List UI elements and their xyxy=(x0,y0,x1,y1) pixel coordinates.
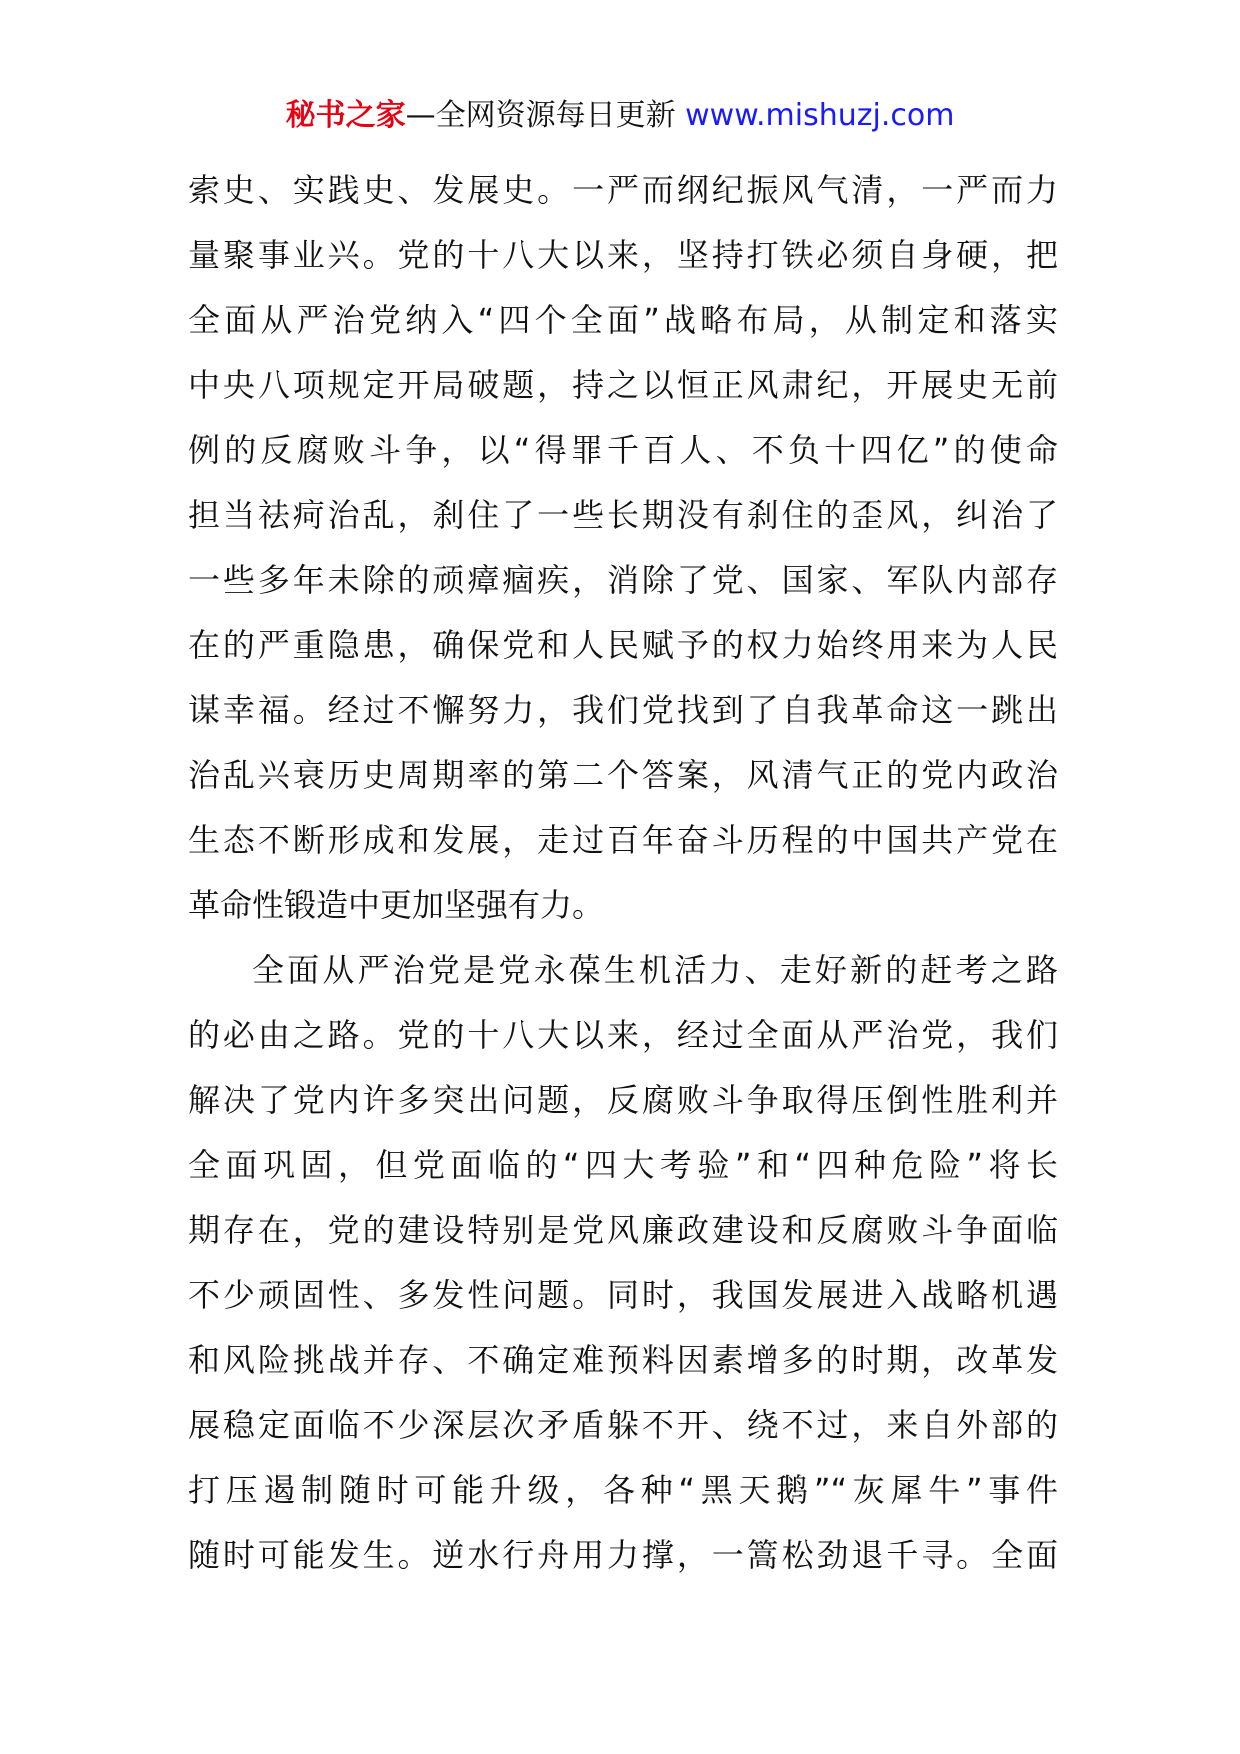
text-line: 期存在，党的建设特别是党风廉政建设和反腐败斗争面临 xyxy=(188,1211,1058,1249)
text-line: 打压遏制随时可能升级，各种“黑天鹅”“灰犀牛”事件 xyxy=(188,1471,1058,1509)
text-line: 全面巩固，但党面临的“四大考验”和“四种危险”将长 xyxy=(188,1146,1058,1184)
text-line: 展稳定面临不少深层次矛盾躲不开、绕不过，来自外部的 xyxy=(188,1406,1058,1444)
text-line: 全面从严治党纳入“四个全面”战略布局，从制定和落实 xyxy=(188,301,1058,339)
text-line: 一些多年未除的顽瘴痼疾，消除了党、国家、军队内部存 xyxy=(188,561,1058,599)
paragraph xyxy=(188,938,1058,1588)
document-body xyxy=(188,158,1058,1588)
site-tagline: —全网资源每日更新 xyxy=(405,98,686,133)
text-line: 和风险挑战并存、不确定难预料因素增多的时期，改革发 xyxy=(188,1341,1058,1379)
text-line: 中央八项规定开局破题，持之以恒正风肃纪，开展史无前 xyxy=(188,366,1058,404)
text-line: 在的严重隐患，确保党和人民赋予的权力始终用来为人民 xyxy=(188,626,1058,664)
text-line: 全面从严治党是党永葆生机活力、走好新的赶考之路 xyxy=(252,951,1058,989)
text-line: 治乱兴衰历史周期率的第二个答案，风清气正的党内政治 xyxy=(188,756,1058,794)
paragraph xyxy=(188,158,1058,938)
site-url[interactable]: www.mishuzj.com xyxy=(685,98,955,133)
page-header xyxy=(0,96,1240,136)
text-line: 索史、实践史、发展史。一严而纲纪振风气清，一严而力 xyxy=(188,171,1058,209)
site-brand: 秘书之家 xyxy=(285,98,406,133)
text-line: 解决了党内许多突出问题，反腐败斗争取得压倒性胜利并 xyxy=(188,1081,1058,1119)
text-line: 量聚事业兴。党的十八大以来，坚持打铁必须自身硬，把 xyxy=(188,236,1058,274)
text-line: 随时可能发生。逆水行舟用力撑，一篙松劲退千寻。全面 xyxy=(188,1536,1058,1574)
text-line: 谋幸福。经过不懈努力，我们党找到了自我革命这一跳出 xyxy=(188,691,1058,729)
text-line: 例的反腐败斗争，以“得罪千百人、不负十四亿”的使命 xyxy=(188,431,1058,469)
text-line: 的必由之路。党的十八大以来，经过全面从严治党，我们 xyxy=(188,1016,1058,1054)
text-line: 不少顽固性、多发性问题。同时，我国发展进入战略机遇 xyxy=(188,1276,1058,1314)
text-line: 生态不断形成和发展，走过百年奋斗历程的中国共产党在 xyxy=(188,821,1058,859)
text-line: 革命性锻造中更加坚强有力。 xyxy=(188,886,605,924)
text-line: 担当祛疴治乱，刹住了一些长期没有刹住的歪风，纠治了 xyxy=(188,496,1058,534)
